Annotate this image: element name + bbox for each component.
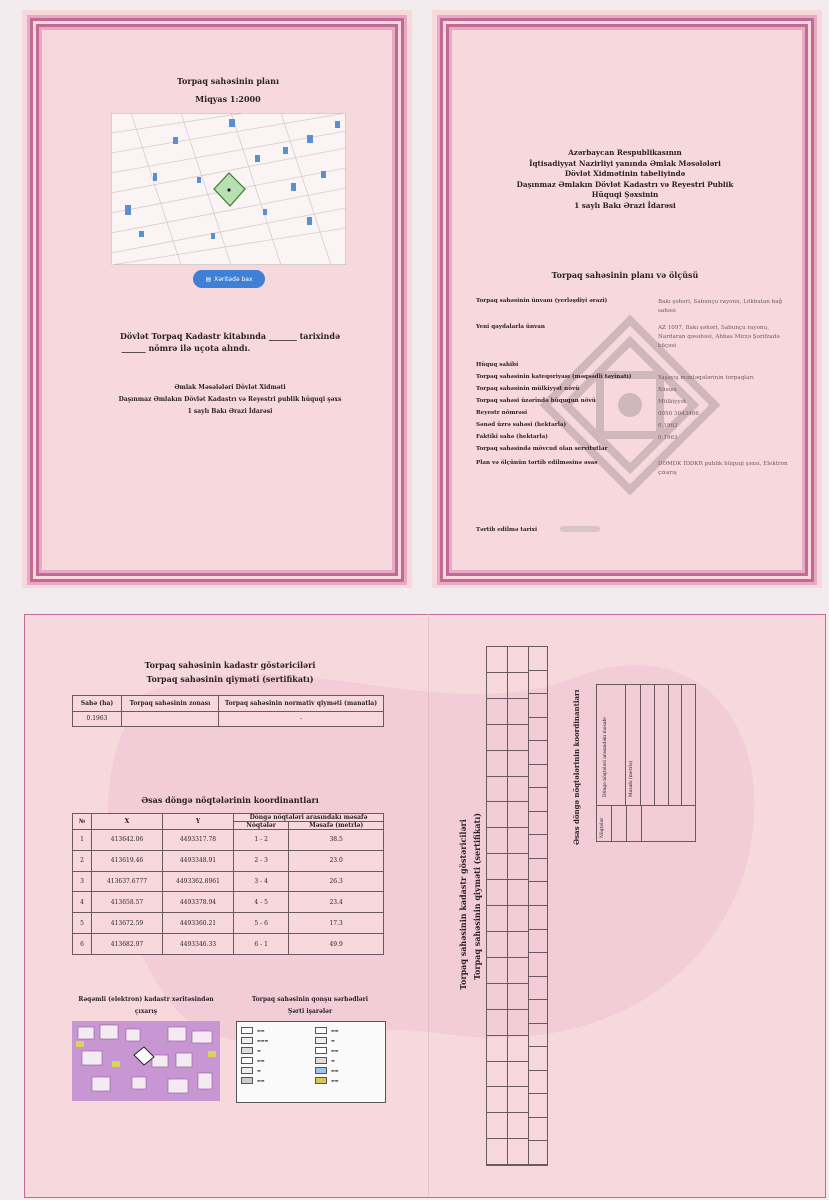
table-cell: 4493346.33	[163, 934, 234, 955]
field-value: DƏMDK İDDKR publik hüquqi şəxsi, Elektron çıxarış	[658, 461, 788, 476]
th-y: Y	[163, 814, 234, 830]
table-cell: 17.3	[289, 913, 384, 934]
rot-table-cell	[487, 647, 507, 673]
rot-table-cell	[487, 699, 507, 725]
rot-table-cell	[508, 1010, 528, 1036]
rot-coords-header	[597, 685, 695, 806]
rot-table-cell	[529, 882, 547, 906]
th-meters: Məsafə (metrlə)	[289, 822, 384, 830]
rot-cells-c	[529, 647, 547, 1165]
rot-table-cell	[508, 673, 528, 699]
field-value: Bakı şəhəri, Sabunçu rayonu, Lökbatan bağ sahəsi	[658, 299, 783, 314]
table-row	[73, 830, 384, 851]
rot-table-cell	[487, 777, 507, 803]
rot-table-cell	[508, 1087, 528, 1113]
table-cell: 413658.57	[92, 892, 163, 913]
plan-size-title: Torpaq sahəsinin planı və ölçüsü	[551, 270, 699, 280]
rot-table-cell	[529, 647, 547, 671]
extract-title-1: Rəqəmli (elektron) kadastr xəritəsindən	[78, 996, 214, 1003]
rot-table-cell	[529, 1024, 547, 1048]
rot-table-cell	[529, 671, 547, 695]
rot-table-cell	[508, 699, 528, 725]
certificate-title: Torpaq sahəsinin qiyməti (sertifikatı)	[146, 674, 314, 684]
rot-table-cell	[529, 718, 547, 742]
rot-table-cell	[487, 802, 507, 828]
td-zone	[122, 711, 219, 727]
field-value: Yaşayış məntəqələrinin torpaqları	[658, 375, 754, 381]
plan-title: Torpaq sahəsinin planı	[176, 76, 279, 86]
table-cell: 4493362.8961	[163, 871, 234, 892]
table-row	[73, 850, 384, 871]
rot-table-cell	[508, 802, 528, 828]
rot-table-cell	[529, 953, 547, 977]
table-cell: 4493348.91	[163, 850, 234, 871]
field-label: Reyestr nömrəsi	[476, 410, 528, 416]
date-value-blurred	[560, 526, 600, 532]
rot-h-cell	[669, 685, 683, 805]
table-cell: 23.4	[289, 892, 384, 913]
rot-b2	[612, 806, 627, 841]
table-cell: 2 - 3	[234, 850, 289, 871]
rot-h2: Məsafə (metrlə)	[626, 685, 641, 805]
rot-table-cell	[508, 777, 528, 803]
rot-table-cell	[508, 854, 528, 880]
rot-table-cell	[529, 788, 547, 812]
rot-col-c	[529, 647, 547, 1165]
map-view-button[interactable]	[193, 270, 265, 288]
rot-col-a	[487, 647, 508, 1165]
th-x: X	[92, 814, 163, 830]
plan-fields	[476, 298, 796, 498]
field-label: Torpaq sahəsinin kateqoriyası (məqsədli təyinatı)	[476, 374, 632, 380]
field-label: Faktiki sahə (hektarla)	[476, 434, 548, 440]
rot-table-cell	[529, 835, 547, 859]
rot-table-cell	[487, 1139, 507, 1165]
agency-header-line: Azərbaycan Respublikasının	[568, 148, 682, 157]
agency-header-line: Daşınmaz Əmlakın Dövlət Kadastrı və Reyestri Publik	[516, 179, 734, 189]
table-row	[73, 913, 384, 934]
table-cell: 49.9	[289, 934, 384, 955]
table-cell: 4493317.78	[163, 830, 234, 851]
rot-table-cell	[487, 932, 507, 958]
agency-line-2: Daşınmaz Əmlakın Dövlət Kadastrı və Reyestri publik hüquqi şəxs	[118, 396, 342, 403]
rot-table-cell	[529, 1094, 547, 1118]
table-cell: 26.3	[289, 871, 384, 892]
agency-header-line: Dövlət Xidmətinin tabeliyində	[564, 169, 686, 178]
agency-line-1: Əmlak Məsələləri Dövlət Xidməti	[174, 384, 286, 391]
rot-coords-body	[597, 806, 695, 841]
field-value: AZ 1097, Bakı şəhəri, Sabunçu rayonu, Nardaran qəsəbəsi, Abbas Mirzə Şərifzadə küçəsi	[658, 325, 780, 349]
rot-table-cell	[508, 1139, 528, 1165]
rot-table-cell	[487, 751, 507, 777]
rot-table-cell	[487, 1113, 507, 1139]
rot-table-cell	[508, 1036, 528, 1062]
rot-table-cell	[529, 812, 547, 836]
rot-table-cell	[508, 725, 528, 751]
field-label: Yeni qaydalarla ünvan	[476, 324, 545, 330]
td-price: -	[219, 711, 384, 727]
rot-table-cell	[508, 647, 528, 673]
field-label: Hüquq sahibi	[476, 362, 519, 368]
table-cell: 5 - 6	[234, 913, 289, 934]
legend-box	[236, 1021, 386, 1103]
rot-table-cell	[487, 880, 507, 906]
agency-header-line: 1 saylı Bakı Ərazi İdarəsi	[574, 200, 676, 210]
rot-table-cell	[508, 932, 528, 958]
rot-table-cell	[529, 977, 547, 1001]
rotated-coords-table	[596, 684, 696, 842]
rot-table-cell	[529, 1071, 547, 1095]
field-label: Torpaq sahəsi üzərində hüququn növü	[476, 398, 596, 404]
th-no: №	[73, 814, 92, 830]
th-distance: Döngə nöqtələri arasındakı məsafə	[234, 814, 384, 822]
table-cell: 4493378.94	[163, 892, 234, 913]
agency-header-line: İqtisadiyyat Nazirliyi yanında Əmlak Məsələləri	[529, 158, 721, 168]
register-line-2: ______ nömrə ilə uçota alındı.	[121, 343, 251, 353]
agency-header-line: Hüquqi Şəxsinin	[591, 190, 659, 199]
rot-table-cell	[487, 1062, 507, 1088]
date-label: Tərtib edilmə tarixi	[476, 527, 538, 533]
rot-b4	[642, 806, 695, 841]
agency-header	[480, 148, 770, 211]
table-cell: 3	[73, 871, 92, 892]
table-cell: 413642.06	[92, 830, 163, 851]
table-cell: 38.5	[289, 830, 384, 851]
rot-table-cell	[508, 751, 528, 777]
rot-table-cell	[529, 694, 547, 718]
td-area: 0.1963	[73, 711, 122, 727]
rot-table-cell	[487, 1010, 507, 1036]
extract-title-2: çıxarış	[134, 1008, 158, 1015]
rot-b1: Nöqtələr	[597, 806, 612, 841]
field-value: Mülkiyyət	[658, 399, 687, 405]
th-points: Nöqtələr	[234, 822, 289, 830]
legend-title-1: Torpaq sahəsinin qonşu sərhədləri	[251, 996, 369, 1003]
rot-cells-a	[487, 647, 507, 1165]
rot-table-cell	[508, 828, 528, 854]
rot-table-cell	[508, 984, 528, 1010]
rot-table-cell	[529, 1118, 547, 1142]
legend-title-2: Şərti işarələr	[287, 1008, 333, 1015]
rot-col-b	[508, 647, 529, 1165]
th-area: Sahə (ha)	[73, 696, 122, 712]
rot-table-cell	[487, 906, 507, 932]
table-row	[73, 892, 384, 913]
rot-table-cell	[529, 1141, 547, 1165]
table-cell: 4 - 5	[234, 892, 289, 913]
cadastral-indicators-title: Torpaq sahəsinin kadastr göstəriciləri	[144, 660, 316, 670]
table-cell: 6 - 1	[234, 934, 289, 955]
field-label: Plan və ölçünün tərtib edilməsinə əsas	[476, 460, 598, 466]
rotated-indicators-table	[486, 646, 548, 1166]
coords-title: Əsas döngə nöqtələrinin koordinantları	[141, 795, 319, 805]
rot-table-cell	[487, 828, 507, 854]
rot-h-rest	[641, 685, 695, 805]
rot-table-cell	[487, 1087, 507, 1113]
field-value: 0050 3043466	[658, 411, 699, 417]
rot-table-cell	[487, 984, 507, 1010]
register-line-1: Dövlət Torpaq Kadastr kitabında _______ tarixində	[119, 331, 341, 341]
rot-table-cell	[487, 673, 507, 699]
rot-table-cell	[529, 765, 547, 789]
field-label: Torpaq sahəsində mövcud olan servitutlar	[476, 446, 608, 452]
map-icon: ▤	[205, 275, 212, 283]
rot-table-cell	[487, 958, 507, 984]
plan-scale: Miqyas 1:2000	[195, 94, 261, 104]
agency-line-3: 1 saylı Bakı Ərazi İdarəsi	[187, 408, 273, 415]
table-cell: 2	[73, 850, 92, 871]
table-cell: 5	[73, 913, 92, 934]
rot-b3	[627, 806, 642, 841]
rot-table-cell	[529, 1047, 547, 1071]
rot-table-cell	[508, 1113, 528, 1139]
table-cell: 4	[73, 892, 92, 913]
rot-table-cell	[529, 906, 547, 930]
rot-table-cell	[487, 854, 507, 880]
table-cell: 413637.6777	[92, 871, 163, 892]
table-cell: 1 - 2	[234, 830, 289, 851]
cadastral-map[interactable]	[111, 113, 346, 265]
map-view-button-label: Xəritədə bax	[214, 275, 253, 283]
table-cell: 413619.46	[92, 850, 163, 871]
table-cell: 1	[73, 830, 92, 851]
th-price: Torpaq sahəsinin normativ qiyməti (manatla)	[219, 696, 384, 712]
rot-table-cell	[529, 741, 547, 765]
rot-table-cell	[508, 880, 528, 906]
rot-table-cell	[487, 1036, 507, 1062]
legend-col-left: ▬▬ ▬▬▬ ▬ ▬▬ ▬ ▬▬	[237, 1022, 311, 1102]
field-value: 0.1963	[658, 435, 678, 441]
field-label: Torpaq sahəsinin ünvanı (yerləşdiyi ərazi)	[476, 298, 608, 304]
price-table	[72, 695, 384, 727]
rot-table-cell	[508, 906, 528, 932]
rot-table-cell	[487, 725, 507, 751]
rot-table-cell	[529, 859, 547, 883]
field-label: Sənəd üzrə sahəsi (hektarla)	[476, 422, 567, 428]
table-cell: 23.0	[289, 850, 384, 871]
legend-col-right: ▬▬ ▬ ▬▬ ▬ ▬▬ ▬▬	[311, 1022, 385, 1102]
table-cell: 413672.59	[92, 913, 163, 934]
rot-cells-b	[508, 647, 528, 1165]
field-value: 0.1963	[658, 423, 678, 429]
rot-table-cell	[508, 958, 528, 984]
table-row	[73, 871, 384, 892]
table-cell: 413682.97	[92, 934, 163, 955]
field-value: Xüsusi	[658, 387, 677, 393]
rot-h-cell	[641, 685, 655, 805]
rot-table-cell	[529, 930, 547, 954]
th-zone: Torpaq sahəsinin zonası	[122, 696, 219, 712]
table-row	[73, 934, 384, 955]
table-cell: 6	[73, 934, 92, 955]
rot-h-cell	[655, 685, 669, 805]
rot-h1: Döngə nöqtələri arasındakı məsafə	[597, 685, 626, 805]
field-label: Torpaq sahəsinin mülkiyyət növü	[476, 386, 580, 392]
rot-table-cell	[529, 1000, 547, 1024]
table-cell: 3 - 4	[234, 871, 289, 892]
coords-table	[72, 813, 384, 955]
table-cell: 4493360.21	[163, 913, 234, 934]
electronic-map-extract	[72, 1021, 220, 1101]
rot-table-cell	[508, 1062, 528, 1088]
rot-h-cell	[682, 685, 695, 805]
